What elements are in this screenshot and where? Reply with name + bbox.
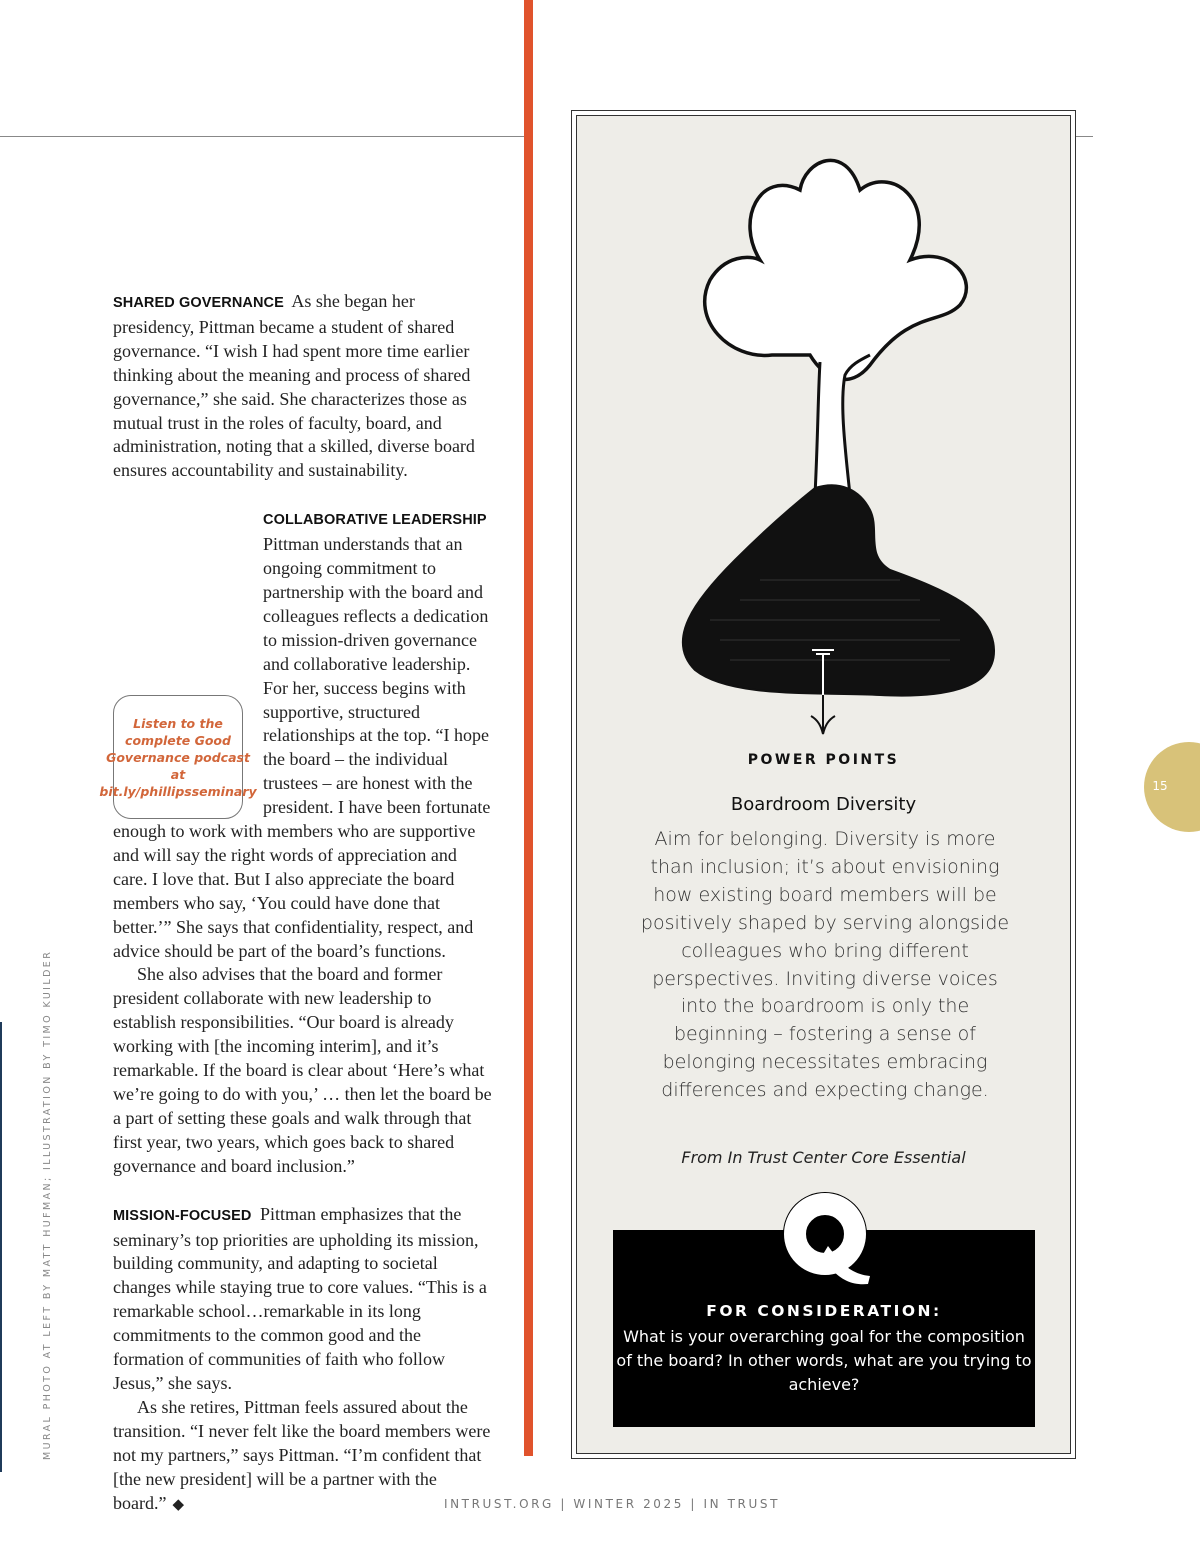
power-points-title: Boardroom Diversity bbox=[730, 794, 917, 815]
text-mission-focused: Pittman emphasizes that the seminary’s top priorities are upholding its mission, building community, and adapting to societal changes while staying true to core values. “This is a remarkable school…remarkable in its long commitments to the common good and the formation of communities of faith who follow Jesus,” she says. bbox=[113, 1203, 487, 1393]
consideration-title: FOR CONSIDERATION: bbox=[706, 1302, 942, 1320]
heading-collaborative-leadership: COLLABORATIVE LEADERSHIP bbox=[263, 512, 487, 529]
podcast-callout: Listen to the complete Good Governance podcast at bit.ly/phillipsseminary bbox=[113, 695, 243, 819]
consideration-body: What is your overarching goal for the composition of the board? In other words, what are you trying to achieve? bbox=[616, 1327, 1032, 1394]
tree-trunk bbox=[815, 355, 870, 495]
photo-credit: MURAL PHOTO AT LEFT BY MATT HUFMAN; ILLUSTRATION BY TIMO KUILDER bbox=[42, 949, 53, 1460]
q-icon bbox=[770, 1184, 880, 1294]
heading-shared-governance: SHARED GOVERNANCE bbox=[113, 295, 284, 311]
text-collaborative-leadership: Pittman understands that an ongoing commitment to partnership with the board and colleagues reflects a dedication to mission-driven governance and collaborative leadership. For her, success begins with supportive, structured relationships at the top. “I hope the board – the individual trustees – are honest with the president. I have been fortunate enough to work with members who are supportive and will say the right words of appreciation and care. I love that. But I also appreciate the board members who say, ‘You could have done that better.’” She says that confidentiality, respect, and advice should be part of the board’s functions. bbox=[113, 534, 491, 961]
section-shared-governance bbox=[113, 290, 495, 483]
top-rule-left bbox=[0, 136, 524, 137]
power-points-body: Aim for belonging. Diversity is more than inclusion; it’s about envisioning how existing board members will be positively shaped by serving alongside colleagues who bring different perspectives. Inviting diverse voices into the boardroom is only the beginning – fostering a sense of belonging necessitates embracing differences and expecting change. bbox=[640, 828, 1010, 1102]
accent-bar bbox=[524, 0, 533, 1456]
callout-holder bbox=[99, 695, 257, 819]
arrow-icon-lower bbox=[811, 695, 835, 734]
power-points-label: POWER POINTS bbox=[747, 752, 900, 768]
section-mission-focused bbox=[113, 1203, 495, 1396]
footer: INTRUST.ORG | WINTER 2025 | IN TRUST bbox=[443, 1497, 781, 1511]
left-edge-rule bbox=[0, 1022, 2, 1472]
heading-mission-focused: MISSION-FOCUSED bbox=[113, 1207, 252, 1224]
top-rule-right bbox=[1076, 136, 1093, 137]
page-number: 15 bbox=[1152, 779, 1168, 793]
text-mission-focused-2: As she retires, Pittman feels assured about the transition. “I never felt like the board members were not my partners,” says Pittman. “I’m confident that [the new president] will be a partner with the board.” bbox=[113, 1396, 491, 1513]
article-body bbox=[113, 290, 495, 1517]
end-mark-icon: ◆ bbox=[172, 1496, 185, 1513]
tree-illustration bbox=[640, 150, 1020, 750]
paragraph-collaborative-leadership-2: She also advises that the board and former president collaborate with new leadership to establish responsibilities. “Our board is already working with [the incoming interim], and it’s remarkable. If the board is clear about ‘Here’s what we’re going to do with you,’ … then let the board be a part of setting these goals and walk through that first year, two years, which goes back to shared governance and board inclusion.” bbox=[113, 964, 492, 1176]
tree-roots bbox=[683, 485, 994, 695]
text-shared-governance: As she began her presidency, Pittman became a student of shared governance. “I wish I had spent more time earlier thinking about the meaning and process of shared governance,” she said. She characterizes those as mutual trust in the roles of faculty, board, and administration, noting that a skilled, diverse board ensures accountability and sustainability. bbox=[113, 291, 475, 481]
power-points-source: From In Trust Center Core Essential bbox=[681, 1148, 966, 1167]
tree-canopy bbox=[705, 160, 967, 379]
